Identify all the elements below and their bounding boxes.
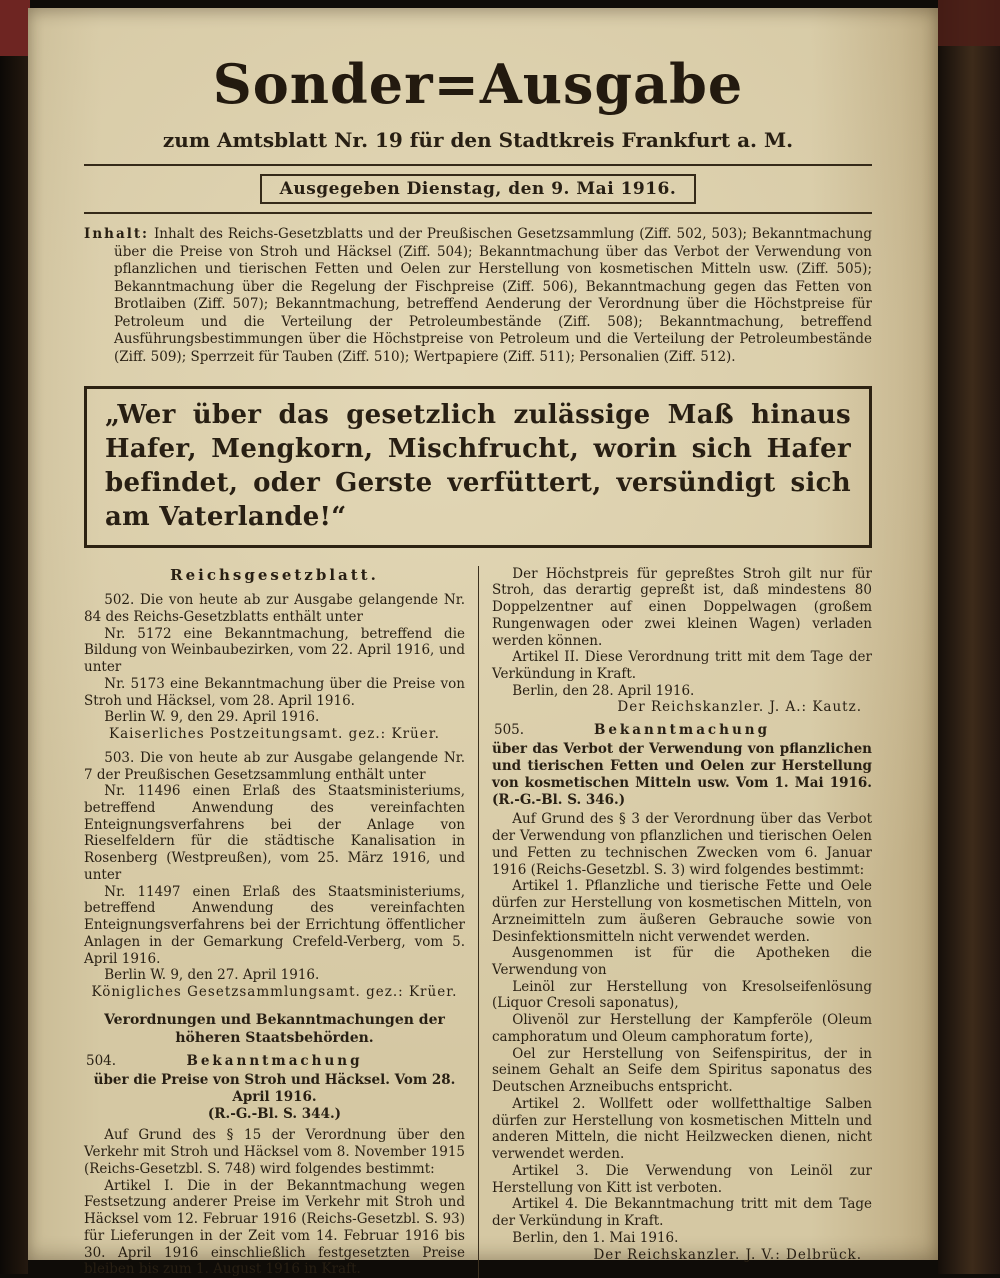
entry-504-signature: Der Reichskanzler. J. A.: Kautz. — [617, 699, 862, 716]
entry-503-paragraph-3: Nr. 11497 einen Erlaß des Staatsministeriums, betreffend Anwendung des vereinfachten Enteignungsverfahrens bei der Errichtung öffentlicher Anlagen in der Gemarkung Crefeld-Verberg, vom 5. April 1916. — [84, 883, 465, 967]
entry-504-place-date: Berlin, den 28. April 1916. — [512, 682, 695, 699]
entry-504-paragraph-2: Artikel I. Die in der Bekanntmachung wegen Festsetzung anderer Preise im Verkehr mit Stroh und Häcksel vom 12. Februar 1916 (Reichs-Gesetzbl. S. 93) für Lieferungen in der Zeit vom 14. Februar 1916 bis 30. April 1916 einschließlich festgesetzten Preise bleiben bis zum 1. August 1916 in Kraft. — [84, 1177, 465, 1278]
inhalt-text: Inhalt des Reichs-Gesetzblatts und der Preußischen Gesetzsammlung (Ziff. 502, 503); Bekanntmachung über die Preise von Stroh und Häcksel (Ziff. 504); Bekanntmachung über das Verbot der Verwendung von pflanzlichen und tierischen Fetten und Oelen zur Herstellung von kosmetischen Mitteln usw. (Ziff. 505); Bekanntmachung über die Regelung der Fischpreise (Ziff. 506), Bekanntmachung gegen das Fetten von Brotlaiben (Ziff. 507); Bekanntmachung, betreffend Aenderung der Verordnung über die Höchstpreise für Petroleum und die Verteilung der Petroleumbestände (Ziff. 508); Bekanntmachung, betreffend Ausführungsbestimmungen über die Höchstpreise von Petroleum und die Verteilung der Petroleumbestände (Ziff. 509); Sperrzeit für Tauben (Ziff. 510); Wertpapiere (Ziff. 511); Personalien (Ziff. 512). — [114, 226, 872, 365]
entry-504-paragraph-1: Auf Grund des § 15 der Verordnung über den Verkehr mit Stroh und Häcksel vom 8. November 1915 (Reichs-Gesetzbl. S. 748) wird folgendes bestimmt: — [84, 1127, 465, 1177]
entry-502-paragraph-1: 502. Die von heute ab zur Ausgabe gelangende Nr. 84 des Reichs-Gesetzblatts enthält unter — [84, 592, 465, 625]
entry-504-reference: (R.-G.-Bl. S. 344.) — [207, 1105, 342, 1122]
entry-504-head — [84, 1053, 465, 1070]
entry-503-paragraph-2: Nr. 11496 einen Erlaß des Staatsministeriums, betreffend Anwendung des vereinfachten Enteignungsverfahrens bei der Anlage von Rieselfeldern für die städtische Kanalisation in Rosenberg (Westpreußen), vom 25. März 1916, und unter — [84, 783, 465, 883]
entry-504-title: Bekanntmachung — [186, 1053, 363, 1070]
entry-505-head — [492, 722, 872, 739]
masthead-subtitle: zum Amtsblatt Nr. 19 für den Stadtkreis Frankfurt a. M. — [162, 128, 794, 152]
entry-504-continuation-2: Artikel II. Diese Verordnung tritt mit dem Tage der Verkündung in Kraft. — [492, 649, 872, 682]
divider-rule-bottom — [84, 212, 872, 214]
entry-503-place-date: Berlin W. 9, den 27. April 1916. — [104, 967, 320, 984]
entry-505-paragraph-4: Artikel 2. Wollfett oder wollfetthaltige Salben dürfen zur Herstellung von kosmetischen Mitteln und anderen Mitteln, die nicht Heilzwecken dienen, nicht verwendet werden. — [492, 1095, 872, 1163]
gazette-page — [28, 8, 938, 1278]
entry-505-signature: Der Reichskanzler. J. V.: Delbrück. — [593, 1246, 862, 1263]
slogan-text: „Wer über das gesetzlich zulässige Maß hinaus Hafer, Mengkorn, Mischfrucht, worin sich Hafer befindet, oder Gerste verfüttert, versündigt sich am Vaterlande!“ — [105, 400, 851, 532]
entry-505-exception-2: Olivenöl zur Herstellung der Kampferöle (Oleum camphoratum und Oleum camphoratum forte), — [492, 1012, 872, 1045]
slogan-box — [84, 386, 872, 547]
book-edge-left — [0, 0, 28, 1274]
entry-505-subtitle: über das Verbot der Verwendung von pflanzlichen und tierischen Fetten und Oelen zur Herstellung von kosmetischen Mitteln usw. Vom 1. Mai 1916. (R.-G.-Bl. S. 346.) — [492, 740, 872, 808]
entry-505-place-date: Berlin, den 1. Mai 1916. — [512, 1229, 679, 1246]
book-spine-right — [938, 0, 1000, 1274]
entry-502-paragraph-3: Nr. 5173 eine Bekanntmachung über die Preise von Stroh und Häcksel, vom 28. April 1916. — [84, 675, 465, 709]
masthead-title: Sonder=Ausgabe — [212, 52, 744, 116]
date-row — [84, 174, 872, 204]
entry-505-paragraph-6: Artikel 4. Die Bekanntmachung tritt mit dem Tage der Verkündung in Kraft. — [492, 1196, 872, 1230]
entry-505-paragraph-5: Artikel 3. Die Verwendung von Leinöl zur Herstellung von Kitt ist verboten. — [492, 1162, 872, 1196]
entry-505-exception-1: Leinöl zur Herstellung von Kresolseifenlösung (Liquor Cresoli saponatus), — [492, 978, 872, 1012]
entry-502-place-date: Berlin W. 9, den 29. April 1916. — [104, 709, 320, 726]
section-heading-staatsbehoerden: Verordnungen und Bekanntmachungen der höheren Staatsbehörden. — [104, 1011, 445, 1046]
table-of-contents — [84, 226, 872, 366]
issue-date-box: Ausgegeben Dienstag, den 9. Mai 1916. — [260, 174, 697, 204]
entry-505-number: 505. — [494, 722, 525, 739]
entry-505-exception-3: Oel zur Herstellung von Seifenspiritus, der in seinem Gehalt an Seife dem Spiritus saponatus des Deutschen Arzneibuchs entspricht. — [492, 1045, 872, 1096]
entry-505-paragraph-2: Artikel 1. Pflanzliche und tierische Fette und Oele dürfen zur Herstellung von kosmetischen Mitteln, von Arzneimitteln zum äußeren Gebrauche sowie von Desinfektionsmitteln nicht verwendet werden. — [492, 878, 872, 945]
entry-504-number: 504. — [86, 1053, 117, 1070]
entry-502-signature: Kaiserliches Postzeitungsamt. gez.: Krüer. — [109, 726, 440, 743]
entry-502-paragraph-2: Nr. 5172 eine Bekanntmachung, betreffend die Bildung von Weinbaubezirken, vom 22. April 1916, und unter — [84, 625, 465, 676]
two-column-body — [84, 566, 872, 1278]
column-right — [478, 566, 872, 1278]
entry-505-title: Bekanntmachung — [593, 722, 771, 739]
column-left — [84, 566, 478, 1278]
entry-505-paragraph-1: Auf Grund des § 3 der Verordnung über das Verbot der Verwendung von pflanzlichen und tierischen Oelen und Fetten zu technischen Zwecken vom 6. Januar 1916 (Reichs-Gesetzbl. S. 3) wird folgendes bestimmt: — [492, 811, 872, 878]
entry-505-paragraph-3: Ausgenommen ist für die Apotheken die Verwendung von — [492, 945, 872, 979]
divider-rule-top — [84, 164, 872, 166]
entry-503-paragraph-1: 503. Die von heute ab zur Ausgabe gelangende Nr. 7 der Preußischen Gesetzsammlung enthält unter — [84, 749, 465, 783]
entry-504-subtitle: über die Preise von Stroh und Häcksel. Vom 28. April 1916. — [93, 1071, 456, 1105]
entry-503-signature: Königliches Gesetzsammlungsamt. gez.: Krüer. — [91, 984, 458, 1001]
red-binding-corner — [0, 0, 30, 56]
section-heading-reichsgesetzblatt: Reichsgesetzblatt. — [170, 565, 379, 584]
inhalt-label: Inhalt: — [84, 226, 150, 242]
entry-504-continuation-1: Der Höchstpreis für gepreßtes Stroh gilt nur für Stroh, das derartig gepreßt ist, daß mindestens 80 Doppelzentner auf einen Doppelwagen (großem Rungenwagen oder zwei kleinen Wagen) verladen werden können. — [492, 565, 872, 649]
